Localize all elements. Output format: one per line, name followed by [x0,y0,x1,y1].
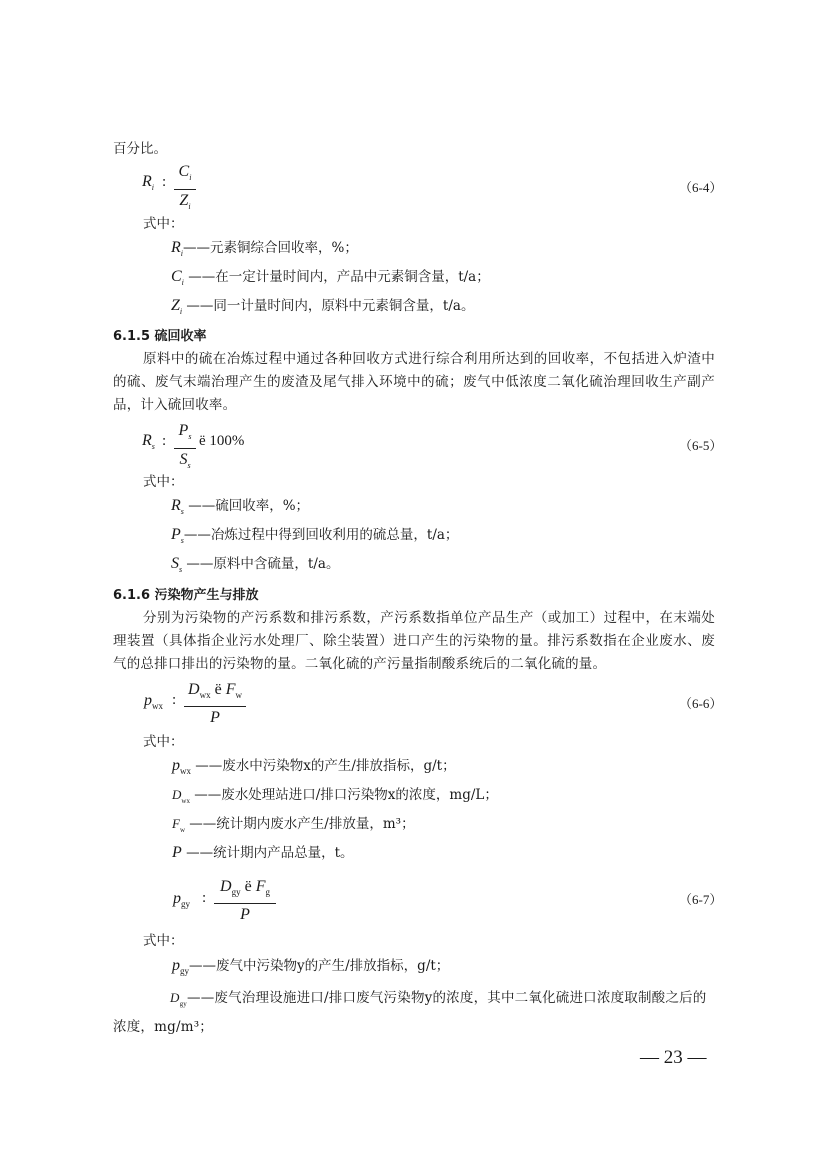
definition-item: $D_{wx}$ ——废水处理站进口/排口污染物x的浓度，mg/L； [172,787,498,805]
page-number: — 23 — [640,1047,707,1068]
equation-number: （6-7） [679,892,723,907]
where-label: 式中： [143,933,184,949]
definition-item: $D_{gy}——$废气治理设施进口/排口废气污染物y的浓度，其中二氧化硫进口浓度取制酸之后的浓度，mg/m³； [113,990,707,1035]
equation-number: （6-6） [679,696,723,711]
definition-item: $p_{wx}$ ——废水中污染物x的产生/排放指标，g/t； [172,757,456,776]
eq-lhs: $p_{wx}$ [144,692,163,711]
equation-number: （6-4） [679,180,723,195]
eq-multiplier: ë 100% [199,433,245,449]
paragraph-tail: 百分比。 [113,141,167,157]
eq-lhs: $R_s$ [142,432,155,451]
eq-colon: : [162,174,167,190]
definition-item: $R_s$ ——硫回收率，%； [171,497,310,516]
definition-item: $p_{gy}——$废气中污染物y的产生/排放指标，g/t； [172,957,450,976]
eq-fraction: $D_{gy}$ ë $F_g$ P [214,877,276,925]
definition-item: $C_i$ ——在一定计量时间内，产品中元素铜含量，t/a； [171,268,490,287]
eq-colon: : [202,890,207,906]
section-heading: 6.1.6 污染物产生与排放 [113,588,259,603]
eq-colon: : [162,433,167,449]
eq-lhs: $p_{gy}$ [173,890,190,909]
where-label: 式中： [143,216,184,232]
where-label: 式中： [143,734,184,750]
definition-item: $S_s$ ——原料中含硫量，t/a。 [171,555,340,574]
equation-number: （6-5） [679,438,723,453]
eq-fraction: $P_s$ $S_s$ [174,421,196,476]
section-heading: 6.1.5 硫回收率 [113,329,207,344]
definition-item: P ——统计期内产品总量，t。 [172,844,354,861]
eq-fraction: $D_{wx}$ ë $F_w$ P [184,680,246,728]
eq-colon: : [172,692,177,708]
section-body: 原料中的硫在冶炼过程中通过各种回收方式进行综合利用所达到的回收率，不包括进入炉渣中的硫、废气末端治理产生的废渣及尾气排入环境中的硫；废气中低浓度二氧化硫治理回收生产副产品，计入硫回收率。 [113,351,715,413]
definition-item: $R_i——$元素铜综合回收率，%； [171,239,358,258]
definition-item: $Z_i$ ——同一计量时间内，原料中元素铜含量，t/a。 [171,297,475,316]
definition-item: $F_w$ ——统计期内废水产生/排放量，m³； [172,816,415,834]
section-body: 分别为污染物的产污系数和排污系数，产污系数指单位产品生产（或加工）过程中，在末端处理装置（具体指企业污水处理厂、除尘装置）进口产生的污染物的量。排污系数指在企业废水、废气的总排口排出的污染物的量。二氧化硫的产污量指制酸系统后的二氧化硫的量。 [113,610,715,672]
eq-lhs: $R_i$ [142,173,155,192]
eq-fraction: $C_i$ $Z_i$ [174,162,196,217]
definition-item: $P_s——$冶炼过程中得到回收利用的硫总量，t/a； [171,526,459,545]
where-label: 式中： [143,474,184,490]
